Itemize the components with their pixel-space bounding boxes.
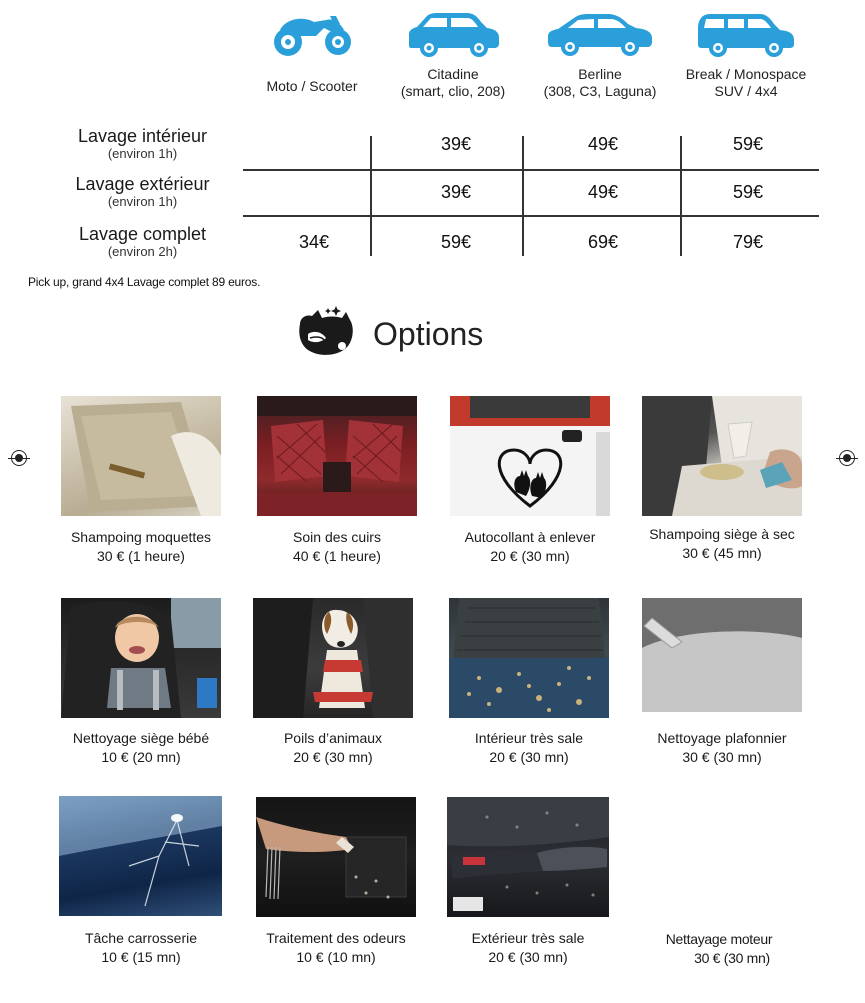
table-divider bbox=[680, 136, 682, 256]
option-item bbox=[46, 929, 236, 967]
option-name: Shampoing moquettes bbox=[70, 529, 212, 545]
price-cell: 79€ bbox=[732, 232, 764, 252]
price-cell: 59€ bbox=[732, 134, 764, 154]
vehicle-detail: SUV / 4x4 bbox=[714, 83, 778, 99]
option-photo-siege-sec bbox=[642, 396, 802, 516]
vehicle-name: Moto / Scooter bbox=[266, 78, 358, 94]
option-photo-siege-bebe bbox=[61, 598, 221, 718]
option-photo-poils-animaux bbox=[253, 598, 413, 718]
vehicle-column-citadine bbox=[378, 10, 528, 100]
service-name: Lavage intérieur bbox=[77, 126, 208, 146]
option-photo-odeurs bbox=[256, 797, 416, 917]
service-duration: (environ 1h) bbox=[107, 146, 178, 161]
service-duration: (environ 2h) bbox=[107, 244, 178, 259]
option-name: Soin des cuirs bbox=[293, 529, 381, 545]
option-name: Shampoing siège à sec bbox=[649, 526, 795, 542]
price-cell: 39€ bbox=[440, 134, 472, 154]
option-item bbox=[434, 729, 624, 767]
option-item bbox=[242, 528, 432, 566]
option-price: 40 € (1 heure) bbox=[293, 548, 381, 564]
option-name: Extérieur très sale bbox=[471, 930, 585, 946]
sparkling-cat-icon bbox=[296, 304, 358, 360]
option-name: Poils d’animaux bbox=[283, 730, 383, 746]
price-cell: 69€ bbox=[587, 232, 619, 252]
option-item bbox=[435, 528, 625, 566]
service-duration: (environ 1h) bbox=[107, 194, 178, 209]
pickup-note: Pick up, grand 4x4 Lavage complet 89 euros. bbox=[28, 275, 261, 289]
vehicle-column-moto bbox=[237, 10, 387, 95]
option-item bbox=[627, 525, 817, 563]
option-photo-autocollant bbox=[450, 396, 610, 516]
option-price: 10 € (15 mn) bbox=[101, 949, 181, 965]
option-photo-cuirs bbox=[257, 396, 417, 516]
option-photo-interieur-sale bbox=[449, 598, 609, 718]
vehicle-detail: (308, C3, Laguna) bbox=[543, 83, 657, 99]
pricing-row-label bbox=[40, 224, 245, 259]
vehicle-name: Citadine bbox=[427, 66, 479, 82]
price-cell: 39€ bbox=[440, 182, 472, 202]
registration-mark-left bbox=[11, 450, 27, 466]
option-price: 20 € (30 mn) bbox=[488, 949, 568, 965]
city-car-icon bbox=[403, 10, 503, 58]
vehicle-detail: (smart, clio, 208) bbox=[400, 83, 506, 99]
option-name: Nettoyage siège bébé bbox=[72, 730, 210, 746]
suv-icon bbox=[694, 10, 798, 58]
option-item bbox=[238, 729, 428, 767]
table-rule bbox=[243, 169, 819, 171]
vehicle-column-break bbox=[671, 10, 821, 100]
vehicle-column-berline bbox=[525, 10, 675, 100]
option-name: Autocollant à enlever bbox=[464, 529, 596, 545]
option-item bbox=[624, 930, 814, 968]
table-divider bbox=[370, 136, 372, 256]
vehicle-name: Berline bbox=[578, 66, 622, 82]
option-item bbox=[627, 729, 817, 767]
service-name: Lavage extérieur bbox=[75, 174, 210, 194]
option-photo-carrosserie bbox=[59, 796, 222, 916]
table-divider bbox=[522, 136, 524, 256]
option-photo-moquettes bbox=[61, 396, 221, 516]
registration-mark-right bbox=[839, 450, 855, 466]
table-rule bbox=[243, 215, 819, 217]
option-item bbox=[46, 528, 236, 566]
option-price: 20 € (30 mn) bbox=[293, 749, 373, 765]
option-price: 30 € (45 mn) bbox=[682, 545, 762, 561]
motorcycle-icon bbox=[270, 10, 354, 60]
price-cell: 59€ bbox=[732, 182, 764, 202]
pricing-row-label bbox=[40, 174, 245, 209]
option-price: 10 € (20 mn) bbox=[101, 749, 181, 765]
sedan-icon bbox=[544, 10, 656, 58]
option-price: 30 € (30 mn) bbox=[682, 749, 762, 765]
option-name: Intérieur très sale bbox=[474, 730, 584, 746]
option-item bbox=[433, 929, 623, 967]
price-cell: 49€ bbox=[587, 182, 619, 202]
price-cell: 49€ bbox=[587, 134, 619, 154]
vehicle-name: Break / Monospace bbox=[685, 66, 807, 82]
option-name: Nettoyage plafonnier bbox=[657, 730, 787, 746]
option-name: Tâche carrosserie bbox=[84, 930, 198, 946]
option-price: 30 € (30 mn) bbox=[694, 950, 770, 966]
service-name: Lavage complet bbox=[78, 224, 207, 244]
option-photo-plafonnier bbox=[642, 598, 802, 712]
option-photo-exterieur-sale bbox=[447, 797, 609, 917]
option-price: 10 € (10 mn) bbox=[296, 949, 376, 965]
option-item bbox=[46, 729, 236, 767]
option-name: Traitement des odeurs bbox=[266, 930, 406, 946]
price-cell: 59€ bbox=[440, 232, 472, 252]
price-cell: 34€ bbox=[298, 232, 330, 252]
option-name: Nettayage moteur bbox=[665, 931, 773, 947]
option-price: 20 € (30 mn) bbox=[490, 548, 570, 564]
option-item bbox=[241, 929, 431, 967]
option-price: 30 € (1 heure) bbox=[97, 548, 185, 564]
options-title: Options bbox=[373, 316, 484, 352]
option-price: 20 € (30 mn) bbox=[489, 749, 569, 765]
pricing-row-label bbox=[40, 126, 245, 161]
